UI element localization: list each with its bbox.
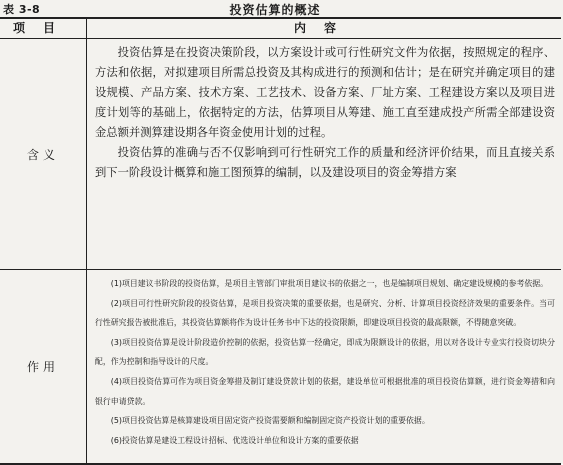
table-title: 投资估算的概述 — [229, 3, 321, 17]
meaning-paragraph-1: 投资估算是在投资决策阶段，以方案设计或可行性研究文件为依据，按照规定的程序、方法和依据，对拟建项目所需总投资及其构成进行的预测和估计；是在研究并确定项目的建设规模、产品方案、技术方案、工艺技术、设备方案、厂址方案、工程建设方案以及项目进度计划等的基础上，依据特定的方法，估算项目从筹建、施工直至建成投产所需全部建设资金总额并测算建设期各年资金使用计划的过程。 — [95, 46, 555, 139]
table-row-meaning — [0, 39, 561, 270]
function-item-3: (3)项目投资估算是设计阶段造价控制的依据，投资估算一经确定，即成为限额设计的依据，用以对各设计专业实行投资切块分配，作为控制和指导设计的尺度。 — [95, 337, 555, 367]
header-content: 内容 — [293, 21, 354, 35]
row-label-meaning: 含义 — [0, 39, 87, 269]
table-row-function — [0, 270, 561, 463]
overview-table — [0, 17, 561, 465]
table-number: 表 3-8 — [3, 3, 41, 16]
row-content-meaning — [87, 39, 561, 269]
row-content-function — [87, 270, 561, 463]
row-label-function: 作用 — [0, 270, 87, 463]
function-item-4: (4)项目投资估算可作为项目资金筹措及制订建设贷款计划的依据，建设单位可根据批准的项目投资估算额，进行资金筹措和向银行申请贷款。 — [95, 376, 555, 406]
function-item-6: (6)投资估算是建设工程设计招标、优选设计单位和设计方案的重要依据 — [110, 435, 359, 445]
function-item-1: (1)项目建议书阶段的投资估算，是项目主管部门审批项目建议书的依据之一，也是编制项目规划、确定建设规模的参考依据。 — [110, 279, 549, 288]
function-item-5: (5)项目投资估算是核算建设项目固定资产投资需要额和编制固定资产投资计划的重要依据。 — [110, 416, 430, 426]
meaning-paragraph-2: 投资估算的准确与否不仅影响到可行性研究工作的质量和经济评价结果，而且直接关系到下一阶段设计概算和施工图预算的编制，以及建设项目的资金筹措方案 — [95, 146, 555, 179]
function-item-2: (2)项目可行性研究阶段的投资估算，是项目投资决策的重要依据，也是研究、分析、计算项目投资经济效果的重要条件。当可行性研究报告被批准后，其投资估算额将作为设计任务书中下达的投资限额，即建设项目投资的最高限额，不得随意突破。 — [95, 298, 555, 328]
table-header-row — [0, 19, 561, 39]
header-item: 项目 — [0, 19, 87, 38]
table-caption — [0, 0, 563, 17]
